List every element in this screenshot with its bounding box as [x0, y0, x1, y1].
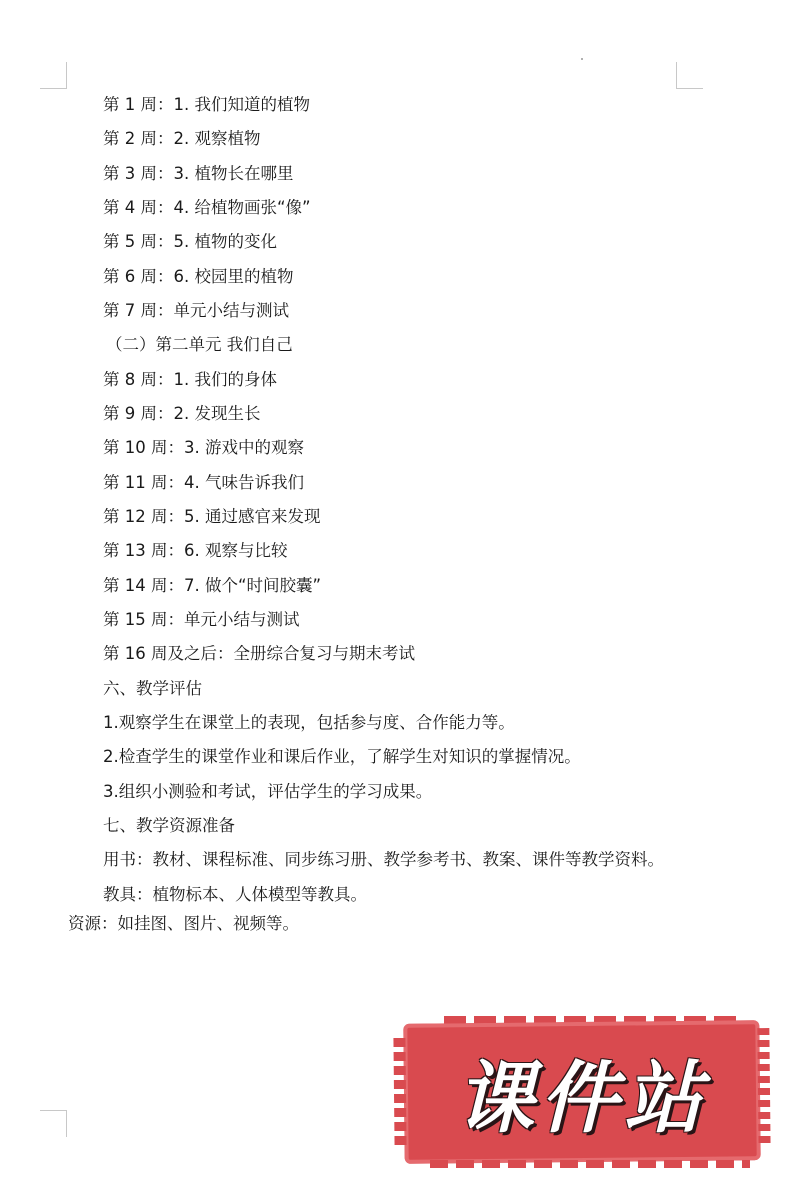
- schedule-week-14: 第 14 周：7. 做个“时间胶囊”: [103, 576, 322, 595]
- schedule-week-8: 第 8 周：1. 我们的身体: [103, 370, 277, 389]
- schedule-week-7: 第 7 周：单元小结与测试: [103, 301, 289, 320]
- evaluation-item-2: 2.检查学生的课堂作业和课后作业，了解学生对知识的掌握情况。: [103, 747, 581, 766]
- schedule-week-5: 第 5 周：5. 植物的变化: [103, 232, 277, 251]
- section-heading-evaluation: 六、教学评估: [103, 679, 202, 698]
- speck: [581, 58, 583, 60]
- section-heading-resources: 七、教学资源准备: [103, 816, 235, 835]
- schedule-week-9: 第 9 周：2. 发现生长: [103, 404, 261, 423]
- resources-materials: 资源：如挂图、图片、视频等。: [68, 914, 299, 933]
- schedule-week-6: 第 6 周：6. 校园里的植物: [103, 267, 294, 286]
- schedule-week-3: 第 3 周：3. 植物长在哪里: [103, 164, 294, 183]
- page-corner-mark: [40, 1110, 67, 1137]
- schedule-week-11: 第 11 周：4. 气味告诉我们: [103, 473, 304, 492]
- schedule-week-10: 第 10 周：3. 游戏中的观察: [103, 438, 304, 457]
- schedule-week-15: 第 15 周：单元小结与测试: [103, 610, 300, 629]
- schedule-week-16: 第 16 周及之后：全册综合复习与期末考试: [103, 644, 415, 663]
- evaluation-item-1: 1.观察学生在课堂上的表现，包括参与度、合作能力等。: [103, 713, 515, 732]
- schedule-week-4: 第 4 周：4. 给植物画张“像”: [103, 198, 311, 217]
- page-corner-mark: [676, 62, 703, 89]
- schedule-week-13: 第 13 周：6. 观察与比较: [103, 541, 288, 560]
- watermark-text: 课件站: [455, 1054, 708, 1144]
- schedule-week-2: 第 2 周：2. 观察植物: [103, 129, 261, 148]
- resources-tools: 教具：植物标本、人体模型等教具。: [103, 885, 367, 904]
- schedule-week-1: 第 1 周：1. 我们知道的植物: [103, 95, 310, 114]
- schedule-week-12: 第 12 周：5. 通过感官来发现: [103, 507, 321, 526]
- resources-books: 用书：教材、课程标准、同步练习册、教学参考书、教案、课件等教学资料。: [103, 850, 664, 869]
- page-corner-mark: [40, 62, 67, 89]
- evaluation-item-3: 3.组织小测验和考试，评估学生的学习成果。: [103, 782, 433, 801]
- unit-heading: （二）第二单元 我们自己: [106, 335, 293, 354]
